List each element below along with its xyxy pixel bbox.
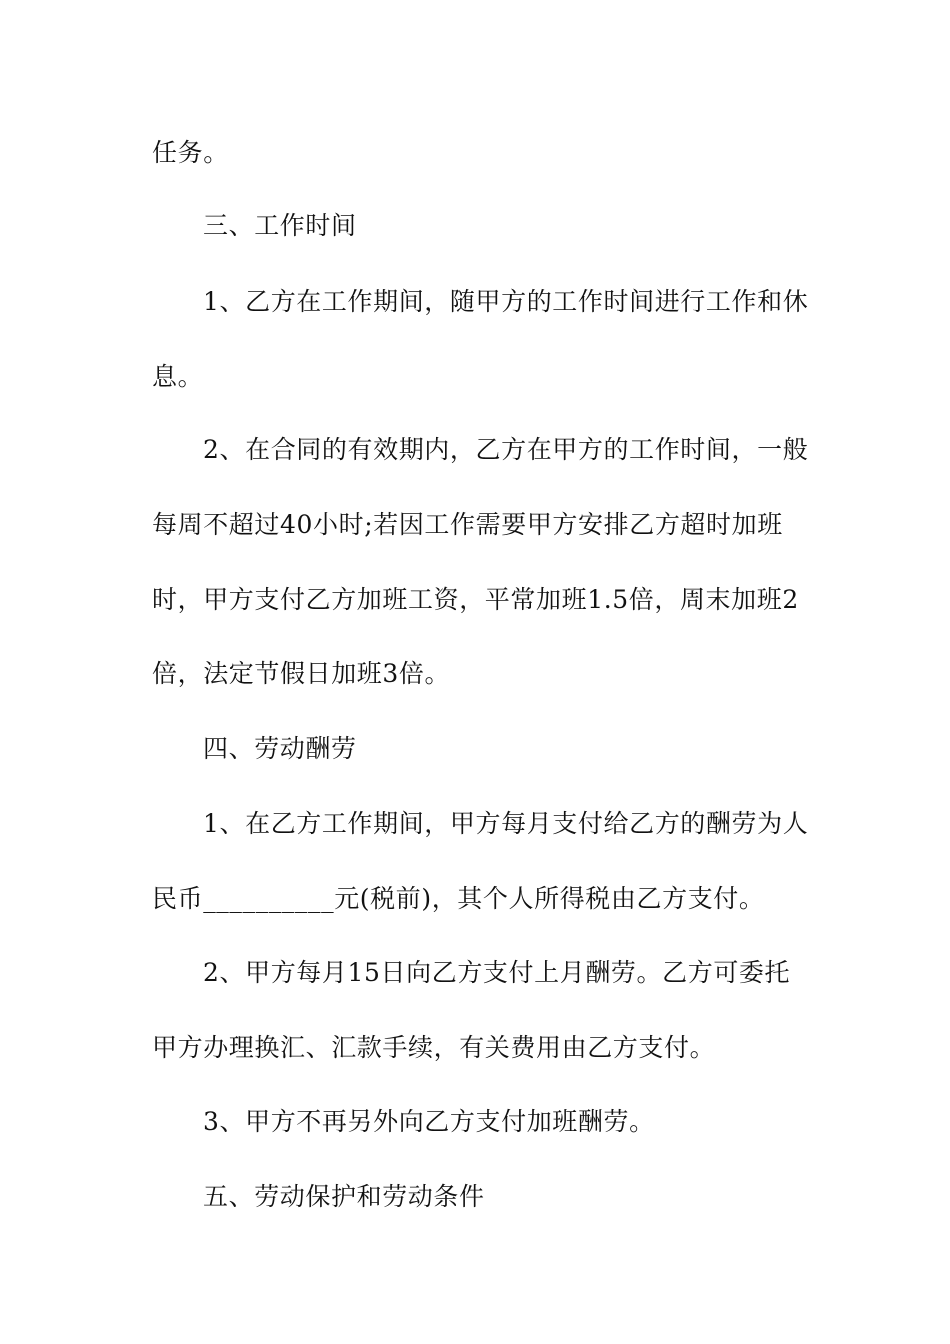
text-line: 2、甲方每月15日向乙方支付上月酬劳。乙方可委托: [203, 958, 791, 987]
text-line: 3、甲方不再另外向乙方支付加班酬劳。: [203, 1107, 655, 1136]
text-line: 1、乙方在工作期间，随甲方的工作时间进行工作和休: [203, 287, 809, 316]
text-line: 每周不超过40小时;若因工作需要甲方安排乙方超时加班: [152, 510, 783, 539]
text-line: 时，甲方支付乙方加班工资，平常加班1.5倍，周末加班2: [152, 585, 799, 614]
section-heading: 四、劳动酬劳: [203, 734, 357, 763]
text-line: 息。: [152, 362, 204, 391]
text-line: 2、在合同的有效期内，乙方在甲方的工作时间，一般: [203, 435, 809, 464]
text-line: 甲方办理换汇、汇款手续，有关费用由乙方支付。: [152, 1033, 716, 1062]
section-heading: 五、劳动保护和劳动条件: [203, 1182, 485, 1211]
text-line: 任务。: [152, 138, 229, 167]
section-heading: 三、工作时间: [203, 211, 357, 240]
text-line: 1、在乙方工作期间，甲方每月支付给乙方的酬劳为人: [203, 809, 809, 838]
text-line: 民币__________元(税前)，其个人所得税由乙方支付。: [152, 884, 765, 913]
text-line: 倍，法定节假日加班3倍。: [152, 659, 451, 688]
